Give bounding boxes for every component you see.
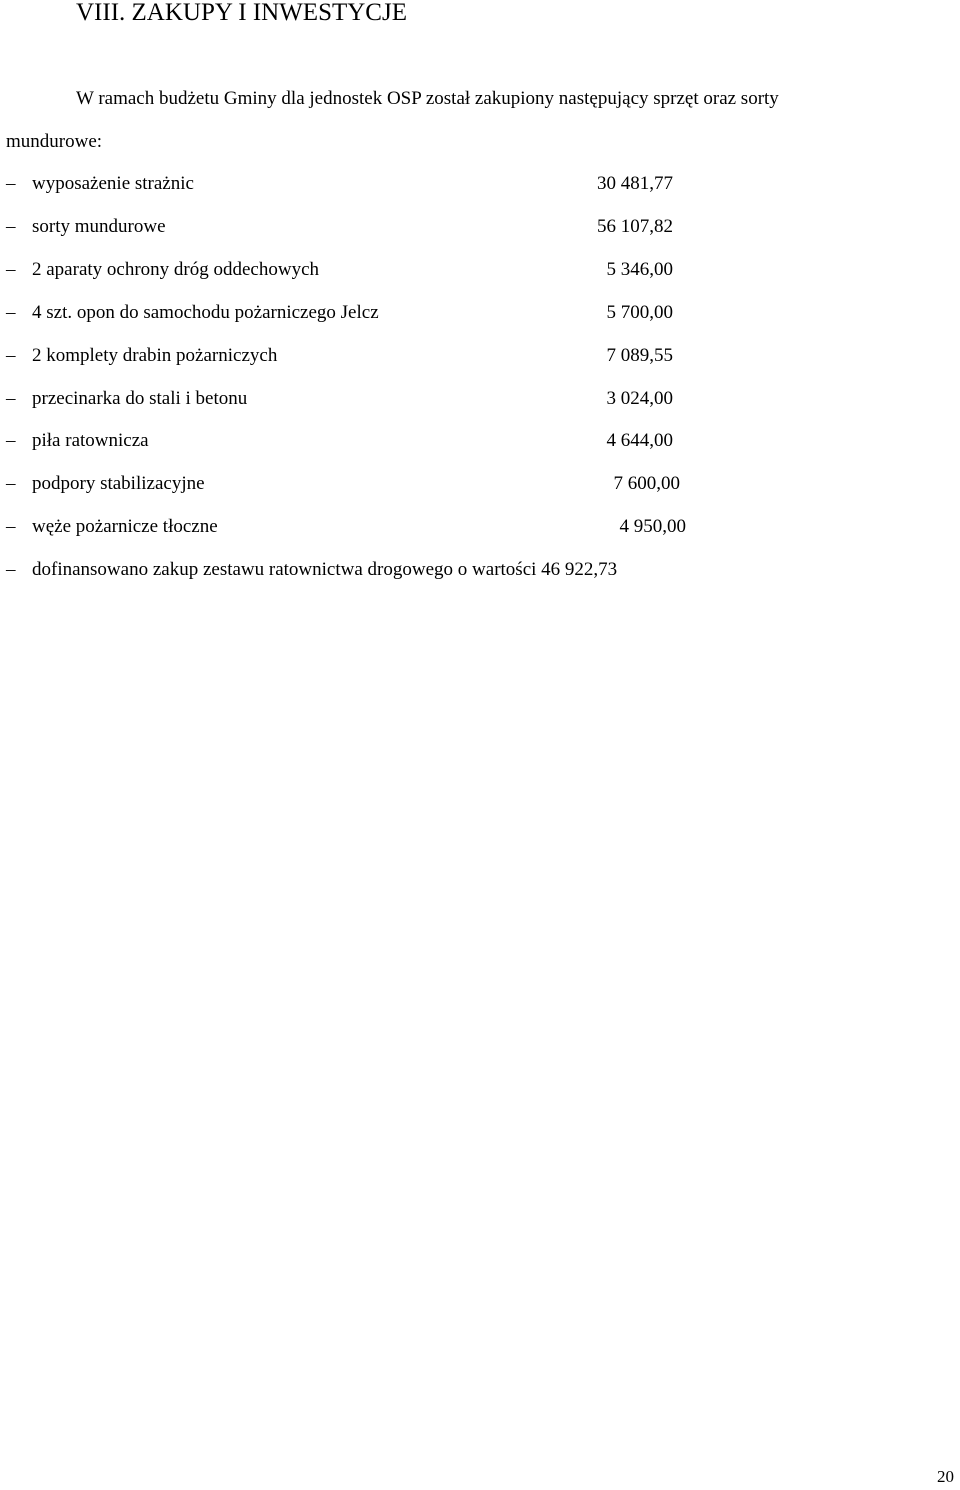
item-amount: 5 346,00 [606, 259, 673, 280]
item-amount: 56 107,82 [597, 216, 673, 237]
list-item [0, 555, 960, 585]
item-amount: 7 089,55 [606, 345, 673, 366]
item-amount: 30 481,77 [597, 173, 673, 194]
dash-bullet: – [6, 430, 16, 451]
dash-bullet: – [6, 173, 16, 194]
item-label: piła ratownicza [32, 430, 149, 451]
item-amount: 5 700,00 [606, 302, 673, 323]
item-label: sorty mundurowe [32, 216, 166, 237]
dash-bullet: – [6, 559, 16, 580]
list-item [0, 298, 960, 328]
item-amount: 7 600,00 [613, 473, 680, 494]
dash-bullet: – [6, 345, 16, 366]
dash-bullet: – [6, 516, 16, 537]
item-label: podpory stabilizacyjne [32, 473, 205, 494]
item-label: przecinarka do stali i betonu [32, 388, 248, 409]
item-label: węże pożarnicze tłoczne [32, 516, 218, 537]
item-amount: 3 024,00 [606, 388, 673, 409]
intro-line-1: W ramach budżetu Gminy dla jednostek OSP został zakupiony następujący sprzęt oraz sorty [76, 88, 779, 109]
list-item [0, 512, 960, 542]
item-label: dofinansowano zakup zestawu ratownictwa drogowego o wartości 46 922,73 [32, 559, 618, 580]
list-item [0, 426, 960, 456]
item-amount: 4 950,00 [619, 516, 686, 537]
intro-line-2: mundurowe: [6, 131, 103, 152]
item-label: 2 komplety drabin pożarniczych [32, 345, 278, 366]
list-item [0, 212, 960, 242]
list-item [0, 255, 960, 285]
item-amount: 4 644,00 [606, 430, 673, 451]
dash-bullet: – [6, 302, 16, 323]
item-label: 2 aparaty ochrony dróg oddechowych [32, 259, 320, 280]
list-item [0, 469, 960, 499]
dash-bullet: – [6, 388, 16, 409]
item-label: wyposażenie strażnic [32, 173, 194, 194]
list-item [0, 169, 960, 199]
list-item [0, 384, 960, 414]
section-heading: VIII. ZAKUPY I INWESTYCJE [76, 0, 407, 26]
dash-bullet: – [6, 259, 16, 280]
dash-bullet: – [6, 216, 16, 237]
dash-bullet: – [6, 473, 16, 494]
list-item [0, 341, 960, 371]
page-number: 20 [937, 1467, 954, 1486]
item-label: 4 szt. opon do samochodu pożarniczego Jelcz [32, 302, 379, 323]
